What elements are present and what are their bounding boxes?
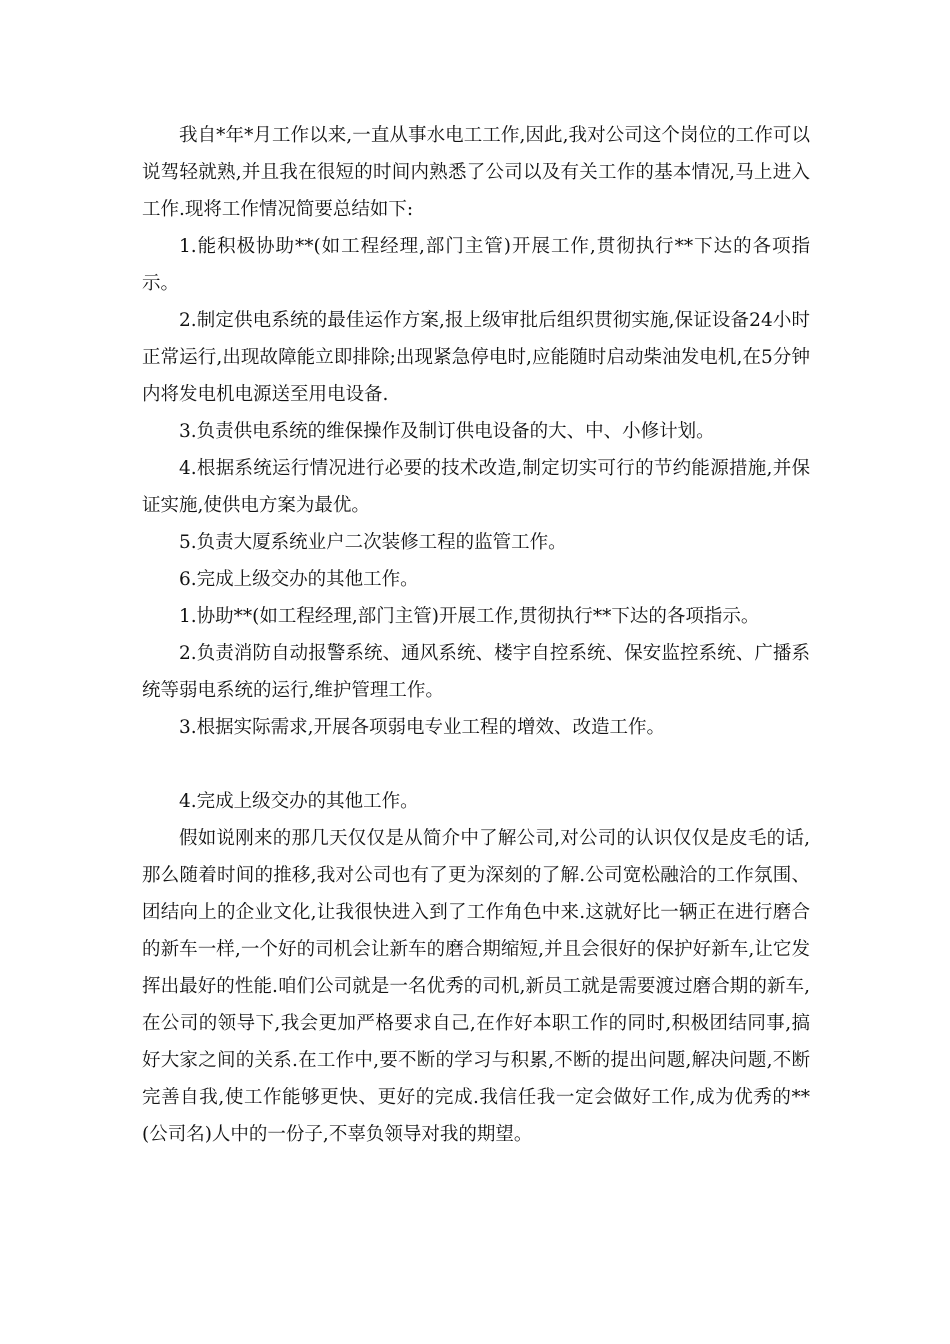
duty-item-3: 3.负责供电系统的维保操作及制订供电设备的大、中、小修计划。 <box>179 421 715 442</box>
document-body <box>142 117 810 1153</box>
weak-current-item-4: 4.完成上级交办的其他工作。 <box>179 791 419 812</box>
weak-current-item-2: 2.负责消防自动报警系统、通风系统、楼宇自控系统、保安监控系统、广播系统等弱电系统的运行,维护管理工作。 <box>142 643 810 701</box>
duty-item-2: 2.制定供电系统的最佳运作方案,报上级审批后组织贯彻实施,保证设备24小时正常运行,出现故障能立即排除;出现紧急停电时,应能随时启动柴油发电机,在5分钟内将发电机电源送至用电设备. <box>142 310 810 405</box>
duty-item-4: 4.根据系统运行情况进行必要的技术改造,制定切实可行的节约能源措施,并保证实施,使供电方案为最优。 <box>142 458 810 516</box>
duty-item-1: 1.能积极协助**(如工程经理,部门主管)开展工作,贯彻执行**下达的各项指示。 <box>142 236 810 294</box>
weak-current-item-3: 3.根据实际需求,开展各项弱电专业工程的增效、改造工作。 <box>179 717 666 738</box>
duty-item-5: 5.负责大厦系统业户二次装修工程的监管工作。 <box>179 532 567 553</box>
intro-paragraph: 我自*年*月工作以来,一直从事水电工工作,因此,我对公司这个岗位的工作可以说驾轻就熟,并且我在很短的时间内熟悉了公司以及有关工作的基本情况,马上进入工作.现将工作情况简要总结如下: <box>142 125 810 220</box>
weak-current-item-1: 1.协助**(如工程经理,部门主管)开展工作,贯彻执行**下达的各项指示。 <box>179 606 760 627</box>
duty-item-6: 6.完成上级交办的其他工作。 <box>179 569 419 590</box>
closing-paragraph: 假如说刚来的那几天仅仅是从简介中了解公司,对公司的认识仅仅是皮毛的话,那么随着时间的推移,我对公司也有了更为深刻的了解.公司宽松融洽的工作氛围、团结向上的企业文化,让我很快进入到了工作角色中来.这就好比一辆正在进行磨合的新车一样,一个好的司机会让新车的磨合期缩短,并且会很好的保护好新车,让它发挥出最好的性能.咱们公司就是一名优秀的司机,新员工就是需要渡过磨合期的新车,在公司的领导下,我会更加严格要求自己,在作好本职工作的同时,积极团结同事,搞好大家之间的关系.在工作中,要不断的学习与积累,不断的提出问题,解决问题,不断完善自我,使工作能够更快、更好的完成.我信任我一定会做好工作,成为优秀的**(公司名)人中的一份子,不辜负领导对我的期望。 <box>142 828 810 1145</box>
